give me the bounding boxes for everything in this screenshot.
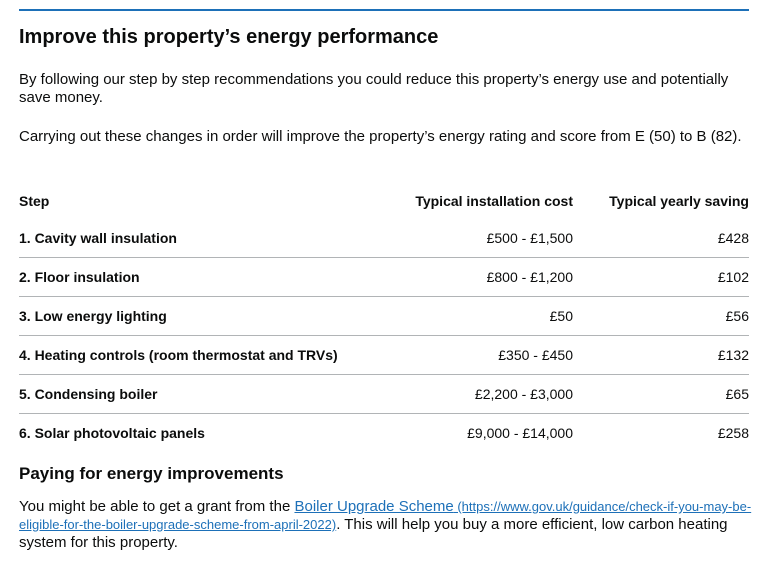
cost-cell: £9,000 - £14,000 [467,425,573,441]
rating-note-paragraph: Carrying out these changes in order will improve the property’s energy rating and score from E (50) to B (82). [19,128,742,145]
step-cell: 5. Condensing boiler [19,386,158,402]
paying-section-title: Paying for energy improvements [19,464,284,483]
cost-cell: £500 - £1,500 [486,230,573,246]
step-cell: 4. Heating controls (room thermostat and TRVs) [19,347,338,363]
grant-text-before: You might be able to get a grant from the [19,498,295,515]
intro-paragraph: By following our step by step recommendations you could reduce this property’s energy use and potentially save money. [19,71,729,106]
boiler-upgrade-scheme-link-label: Boiler Upgrade Scheme [294,498,454,515]
saving-cell: £258 [717,425,749,441]
cost-cell: £50 [549,308,573,324]
step-cell: 6. Solar photovoltaic panels [19,425,205,441]
section-top-rule [19,9,749,11]
step-cell: 3. Low energy lighting [19,308,167,324]
step-cell: 1. Cavity wall insulation [19,230,177,246]
cost-cell: £350 - £450 [498,347,573,363]
saving-cell: £56 [725,308,749,324]
table-row [19,219,749,258]
saving-cell: £65 [725,386,749,402]
saving-cell: £132 [717,347,749,363]
table-header-row [19,183,749,219]
cost-cell: £800 - £1,200 [486,269,573,285]
grant-text-after: . This will help you buy a more efficient, low carbon heating system for this property. [19,516,728,551]
table-row [19,414,749,453]
cost-cell: £2,200 - £3,000 [474,386,573,402]
table-row [19,258,749,297]
grant-paragraph [19,498,754,552]
boiler-upgrade-scheme-link-url: (https://www.gov.uk/guidance/check-if-you-may-be-eligible-for-the-boiler-upgrade-scheme-from-april-2022) [19,499,752,532]
table-row [19,297,749,336]
header-step: Step [19,193,50,209]
header-installation-cost: Typical installation cost [415,193,573,209]
header-yearly-saving: Typical yearly saving [609,193,749,209]
table-row [19,375,749,414]
saving-cell: £102 [717,269,749,285]
saving-cell: £428 [717,230,749,246]
section-title: Improve this property’s energy performance [19,26,439,48]
step-cell: 2. Floor insulation [19,269,140,285]
recommendations-table [19,183,749,452]
table-row [19,336,749,375]
